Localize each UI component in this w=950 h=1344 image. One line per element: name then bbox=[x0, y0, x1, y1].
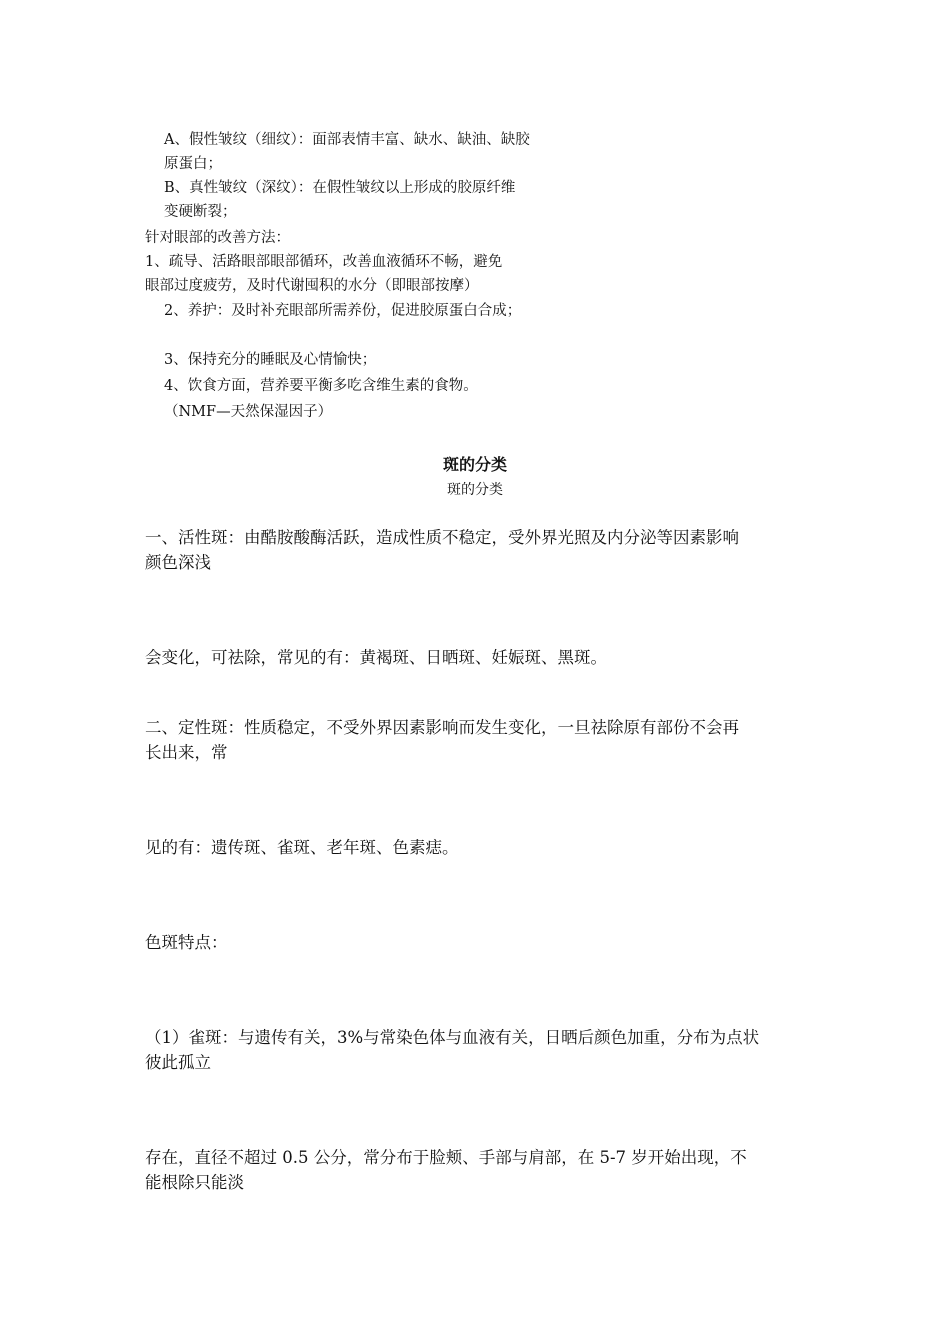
text-line: 变硬断裂； bbox=[164, 204, 237, 220]
text-line: 存在，直径不超过 0.5 公分，常分布于脸颊、手部与肩部，在 5-7 岁开始出现，不 bbox=[145, 1148, 747, 1167]
text-line: 1、疏导、活路眼部眼部循环，改善血液循环不畅，避免 bbox=[145, 254, 503, 270]
text-line: A、假性皱纹（细纹）：面部表情丰富、缺水、缺油、缺胶 bbox=[164, 132, 530, 148]
text-line: （NMF—天然保湿因子） bbox=[164, 404, 333, 420]
text-line: （1）雀斑：与遗传有关，3%与常染色体与血液有关，日晒后颜色加重，分布为点状 bbox=[145, 1028, 760, 1047]
text-line: 4、饮食方面，营养要平衡多吃含维生素的食物。 bbox=[164, 378, 478, 394]
section-title: 斑的分类 bbox=[442, 455, 507, 474]
section-subtitle: 斑的分类 bbox=[447, 482, 503, 498]
text-line: 眼部过度疲劳，及时代谢囤积的水分（即眼部按摩） bbox=[145, 278, 479, 294]
text-line: 见的有：遗传斑、雀斑、老年斑、色素痣。 bbox=[145, 838, 459, 857]
text-line: 针对眼部的改善方法： bbox=[145, 230, 290, 246]
text-line: 色斑特点： bbox=[145, 933, 228, 952]
text-line: 原蛋白； bbox=[164, 156, 222, 172]
text-line: 一、活性斑：由酷胺酸酶活跃，造成性质不稳定，受外界光照及内分泌等因素影响 bbox=[145, 528, 739, 547]
text-line: 3、保持充分的睡眠及心情愉快； bbox=[164, 352, 377, 368]
text-line: 长出来，常 bbox=[145, 743, 228, 762]
text-line: 会变化，可祛除，常见的有：黄褐斑、日晒斑、妊娠斑、黑斑。 bbox=[145, 648, 607, 667]
text-line: 2、养护：及时补充眼部所需养份，促进胶原蛋白合成； bbox=[164, 303, 522, 319]
text-line: 颜色深浅 bbox=[145, 553, 211, 572]
text-line: 彼此孤立 bbox=[145, 1053, 211, 1072]
text-line: 能根除只能淡 bbox=[145, 1173, 244, 1192]
text-line: 二、定性斑：性质稳定，不受外界因素影响而发生变化，一旦祛除原有部份不会再 bbox=[145, 718, 739, 737]
text-line: B、真性皱纹（深纹）：在假性皱纹以上形成的胶原纤维 bbox=[164, 180, 516, 196]
